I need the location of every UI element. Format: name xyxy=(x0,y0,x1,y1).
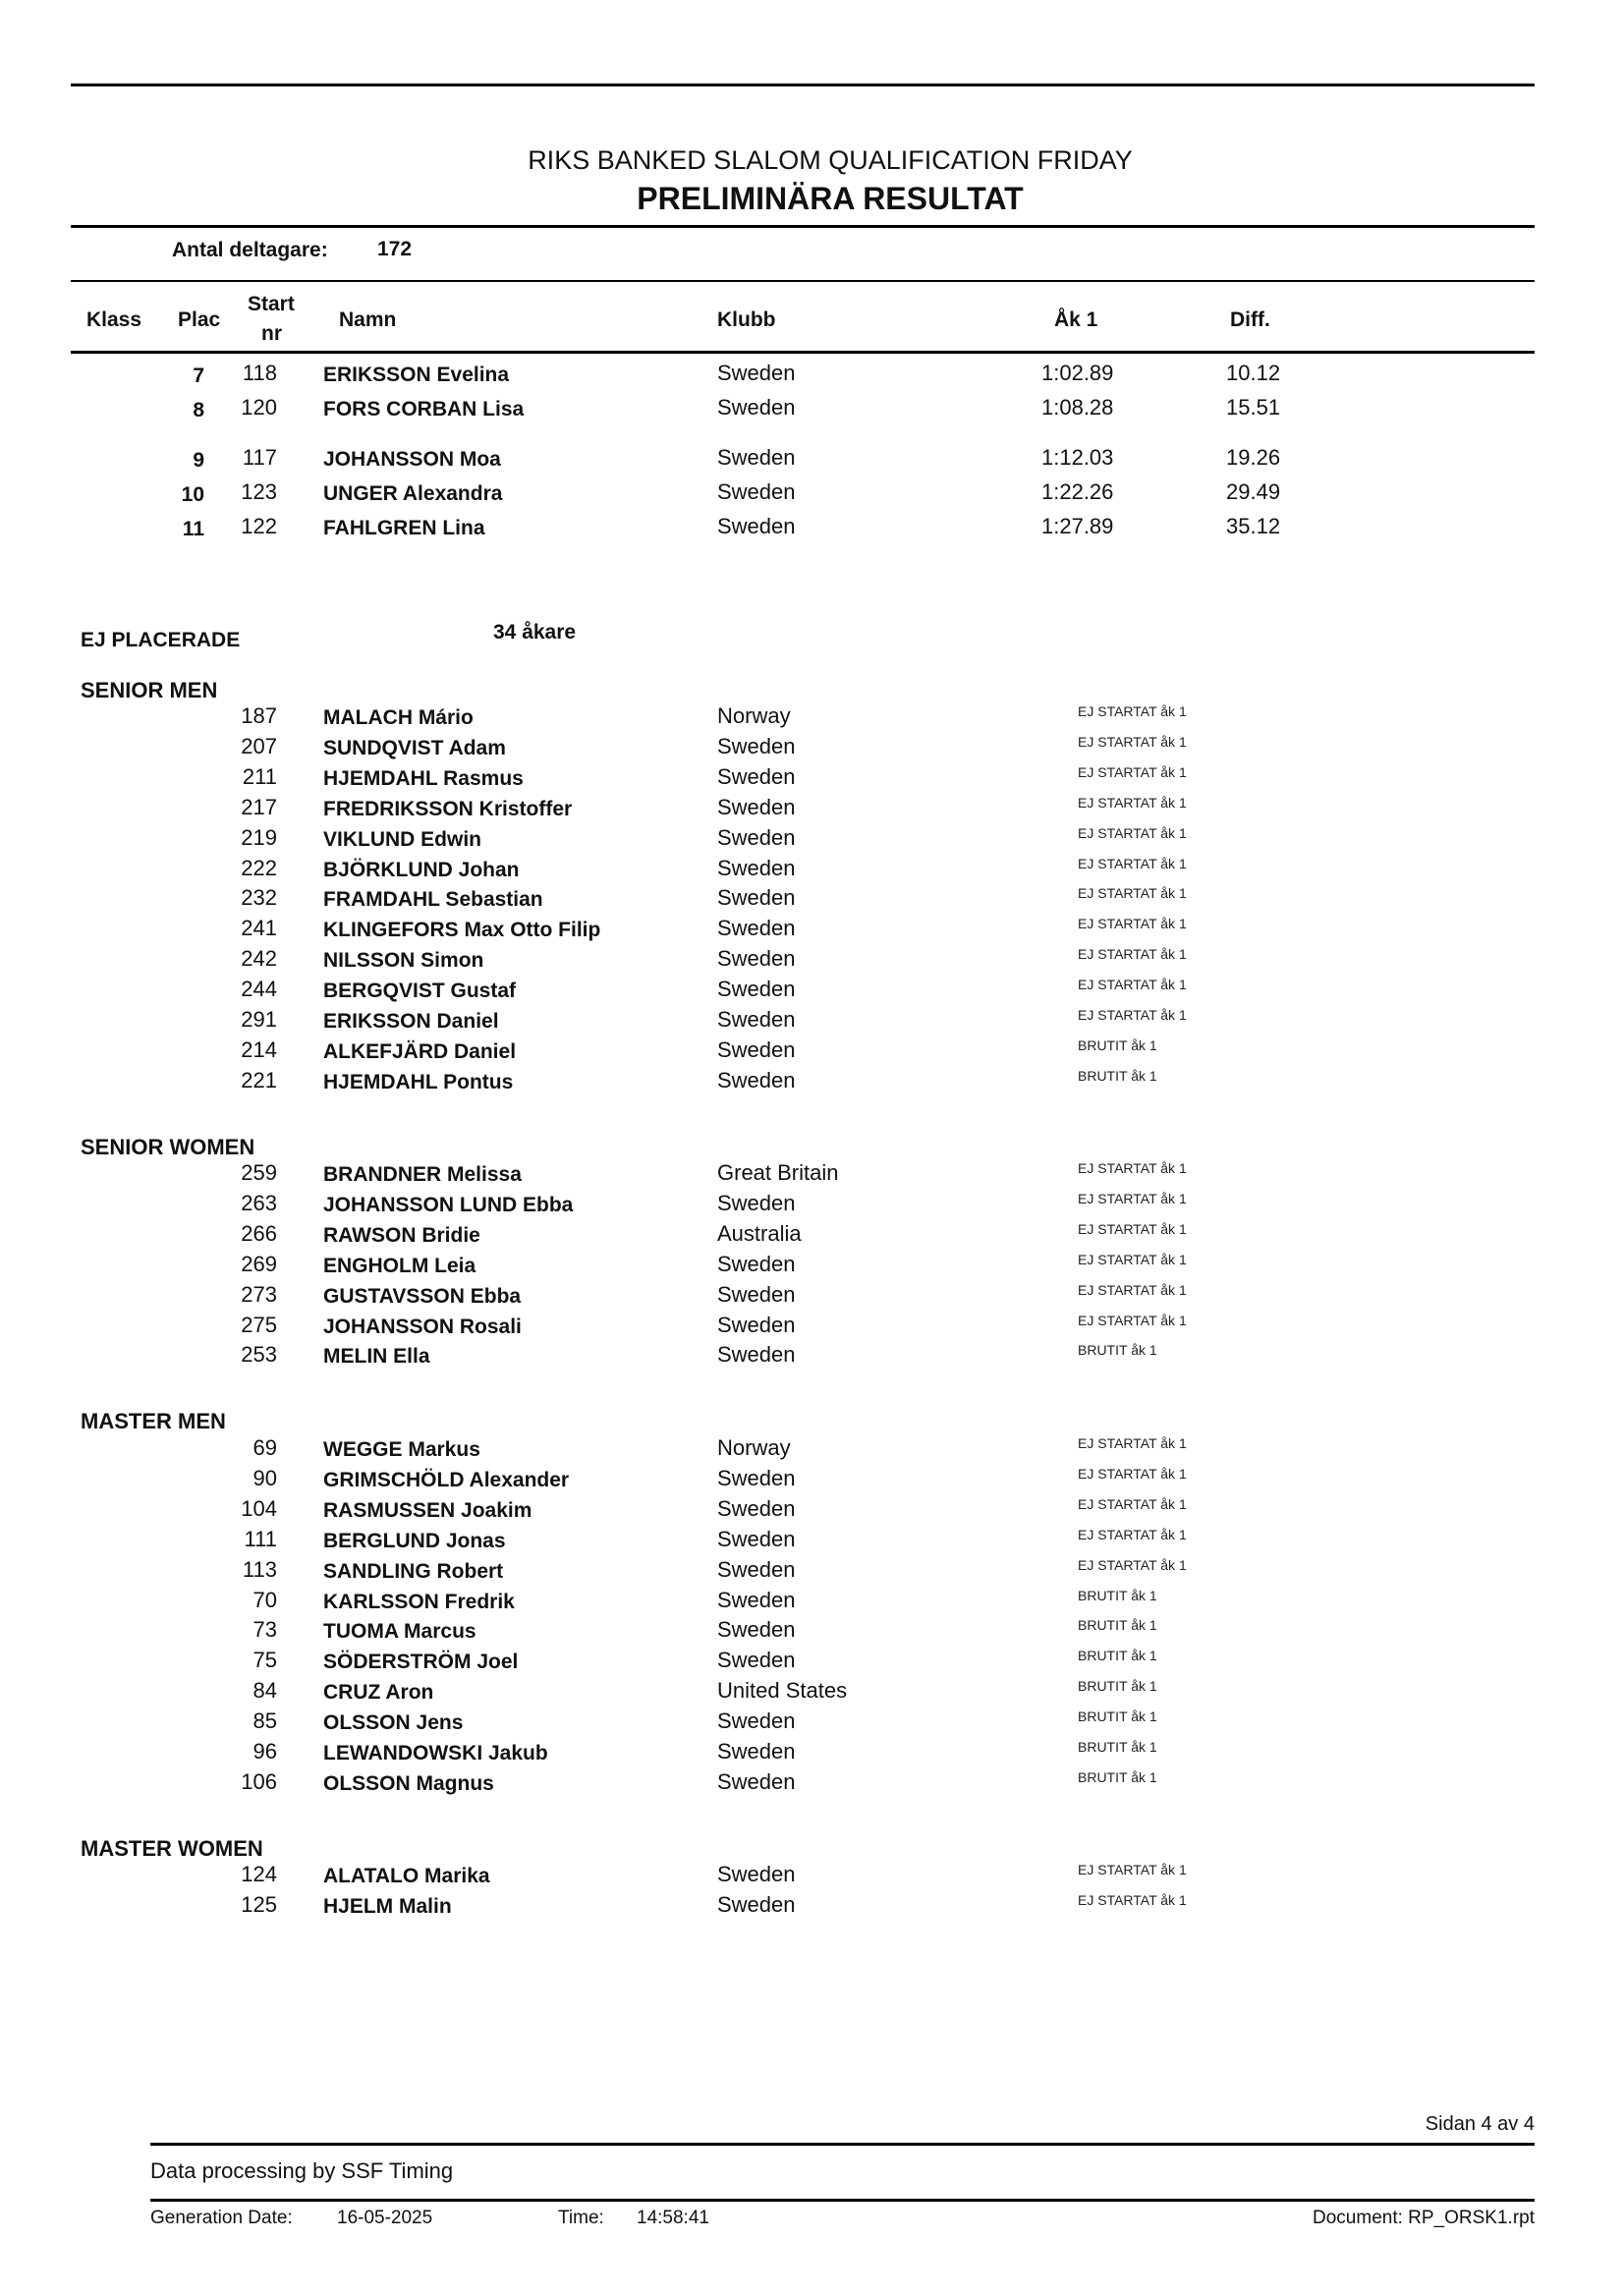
club: Sweden xyxy=(717,1342,796,1368)
result-club: Sweden xyxy=(717,445,796,470)
status-label: EJ STARTAT åk 1 xyxy=(1078,1556,1187,1573)
unplaced-row xyxy=(0,825,1624,855)
col-start: Start xyxy=(248,293,295,315)
col-namn: Namn xyxy=(339,308,397,331)
start-number: 106 xyxy=(241,1768,277,1794)
result-row xyxy=(0,395,1624,424)
footer-rule-bottom xyxy=(150,2199,1535,2202)
athlete-name: TUOMA Marcus xyxy=(323,1620,476,1644)
unplaced-row xyxy=(0,1862,1624,1891)
generation-date-value: 16-05-2025 xyxy=(337,2208,433,2228)
result-club: Sweden xyxy=(717,395,796,420)
start-number: 222 xyxy=(241,855,277,880)
status-label: EJ STARTAT åk 1 xyxy=(1078,1281,1187,1298)
result-plac: 11 xyxy=(182,518,204,540)
club: Sweden xyxy=(717,1556,796,1582)
status-label: EJ STARTAT åk 1 xyxy=(1078,1435,1187,1451)
group-heading: SENIOR MEN xyxy=(81,678,218,702)
unplaced-label: EJ PLACERADE xyxy=(81,629,241,651)
start-number: 219 xyxy=(241,824,277,850)
club: Sweden xyxy=(717,733,796,758)
start-number: 187 xyxy=(241,703,277,728)
unplaced-row xyxy=(0,1769,1624,1799)
athlete-name: NILSSON Simon xyxy=(323,949,484,973)
athlete-name: SÖDERSTRÖM Joel xyxy=(323,1651,519,1674)
page-number: Sidan 4 av 4 xyxy=(1425,2113,1535,2135)
start-number: 244 xyxy=(241,977,277,1002)
unplaced-row xyxy=(0,1678,1624,1708)
status-label: BRUTIT åk 1 xyxy=(1078,1587,1157,1603)
result-name: UNGER Alexandra xyxy=(323,482,503,505)
document-id: Document: RP_ORSK1.rpt xyxy=(1313,2208,1535,2228)
unplaced-row xyxy=(0,734,1624,763)
unplaced-row xyxy=(0,1588,1624,1617)
unplaced-row xyxy=(0,795,1624,824)
unplaced-row xyxy=(0,703,1624,733)
club: Sweden xyxy=(717,1648,796,1673)
athlete-name: KLINGEFORS Max Otto Filip xyxy=(323,919,601,942)
participants-label: Antal deltagare: xyxy=(172,239,328,261)
status-label: EJ STARTAT åk 1 xyxy=(1078,733,1187,750)
club: Sweden xyxy=(717,1526,796,1551)
status-label: EJ STARTAT åk 1 xyxy=(1078,1526,1187,1542)
start-number: 211 xyxy=(242,763,277,789)
unplaced-row xyxy=(0,1739,1624,1768)
club: Sweden xyxy=(717,946,796,972)
unplaced-row xyxy=(0,1313,1624,1342)
athlete-name: BRANDNER Melissa xyxy=(323,1163,522,1186)
start-number: 84 xyxy=(252,1678,277,1704)
result-diff: 15.51 xyxy=(1226,395,1281,420)
club: Norway xyxy=(717,1435,791,1460)
status-label: EJ STARTAT åk 1 xyxy=(1078,824,1187,841)
unplaced-row xyxy=(0,1282,1624,1312)
club: Sweden xyxy=(717,1067,796,1092)
unplaced-row xyxy=(0,1342,1624,1372)
athlete-name: BJÖRKLUND Johan xyxy=(323,858,520,881)
club: Sweden xyxy=(717,794,796,819)
start-number: 73 xyxy=(252,1617,277,1643)
status-label: EJ STARTAT åk 1 xyxy=(1078,703,1187,719)
athlete-name: HJEMDAHL Rasmus xyxy=(323,766,524,790)
athlete-name: GUSTAVSSON Ebba xyxy=(323,1284,522,1308)
athlete-name: BERGLUND Jonas xyxy=(323,1529,506,1552)
participants-value: 172 xyxy=(377,238,413,260)
result-plac: 8 xyxy=(193,399,204,421)
start-number: 111 xyxy=(244,1526,277,1551)
club: Sweden xyxy=(717,1587,796,1612)
header-top-rule xyxy=(71,280,1535,282)
result-club: Sweden xyxy=(717,514,796,538)
col-klass: Klass xyxy=(86,308,142,331)
status-label: BRUTIT åk 1 xyxy=(1078,1739,1157,1755)
club: Sweden xyxy=(717,1708,796,1734)
unplaced-row xyxy=(0,1648,1624,1677)
status-label: EJ STARTAT åk 1 xyxy=(1078,885,1187,902)
status-label: EJ STARTAT åk 1 xyxy=(1078,1862,1187,1877)
result-row xyxy=(0,514,1624,543)
athlete-name: FRAMDAHL Sebastian xyxy=(323,888,543,912)
unplaced-row xyxy=(0,1496,1624,1526)
status-label: EJ STARTAT åk 1 xyxy=(1078,946,1187,963)
result-diff: 10.12 xyxy=(1226,361,1281,385)
result-time: 1:02.89 xyxy=(1041,361,1114,385)
unplaced-row xyxy=(0,1892,1624,1922)
result-start: 120 xyxy=(241,395,277,420)
document-title: PRELIMINÄRA RESULTAT xyxy=(637,181,1024,216)
unplaced-row xyxy=(0,1252,1624,1281)
col-klubb: Klubb xyxy=(717,308,776,331)
club: Sweden xyxy=(717,1251,796,1276)
athlete-name: ENGHOLM Leia xyxy=(323,1254,476,1277)
col-plac: Plac xyxy=(178,308,221,331)
club: Sweden xyxy=(717,916,796,941)
result-row xyxy=(0,445,1624,475)
result-start: 118 xyxy=(242,361,277,385)
group-heading: MASTER MEN xyxy=(81,1409,226,1433)
status-label: EJ STARTAT åk 1 xyxy=(1078,1465,1187,1482)
athlete-name: FREDRIKSSON Kristoffer xyxy=(323,797,573,820)
unplaced-row xyxy=(0,1557,1624,1587)
result-plac: 10 xyxy=(181,483,204,506)
unplaced-count: 34 åkare xyxy=(493,621,577,644)
athlete-name: RAWSON Bridie xyxy=(323,1223,480,1247)
status-label: EJ STARTAT åk 1 xyxy=(1078,1891,1187,1908)
status-label: BRUTIT åk 1 xyxy=(1078,1648,1157,1664)
club: Sweden xyxy=(717,977,796,1002)
start-number: 291 xyxy=(241,1007,277,1032)
result-diff: 29.49 xyxy=(1226,479,1281,504)
result-row xyxy=(0,479,1624,509)
unplaced-row xyxy=(0,1466,1624,1495)
unplaced-row xyxy=(0,1708,1624,1738)
unplaced-row xyxy=(0,856,1624,885)
club: Sweden xyxy=(717,1739,796,1764)
result-plac: 7 xyxy=(193,364,204,387)
club: Sweden xyxy=(717,763,796,789)
status-label: BRUTIT åk 1 xyxy=(1078,1036,1157,1053)
club: Sweden xyxy=(717,1007,796,1032)
status-label: EJ STARTAT åk 1 xyxy=(1078,1312,1187,1328)
status-label: EJ STARTAT åk 1 xyxy=(1078,916,1187,932)
club: Norway xyxy=(717,703,791,728)
unplaced-row xyxy=(0,977,1624,1006)
result-start: 123 xyxy=(241,479,277,504)
unplaced-row xyxy=(0,1068,1624,1097)
athlete-name: HJEMDAHL Pontus xyxy=(323,1070,514,1093)
athlete-name: MALACH Mário xyxy=(323,706,474,729)
start-number: 266 xyxy=(241,1220,277,1246)
athlete-name: VIKLUND Edwin xyxy=(323,827,481,851)
unplaced-row xyxy=(0,1191,1624,1220)
club: Sweden xyxy=(717,1312,796,1337)
start-number: 124 xyxy=(241,1862,277,1886)
athlete-name: RASMUSSEN Joakim xyxy=(323,1498,532,1522)
start-number: 90 xyxy=(252,1465,277,1490)
athlete-name: JOHANSSON LUND Ebba xyxy=(323,1193,574,1216)
athlete-name: OLSSON Jens xyxy=(323,1711,464,1735)
result-diff: 19.26 xyxy=(1226,445,1281,470)
footer-rule-top xyxy=(150,2143,1535,2146)
athlete-name: GRIMSCHÖLD Alexander xyxy=(323,1468,570,1491)
athlete-name: OLSSON Magnus xyxy=(323,1771,494,1795)
club: Sweden xyxy=(717,855,796,880)
status-label: EJ STARTAT åk 1 xyxy=(1078,1495,1187,1512)
header-bottom-rule xyxy=(71,351,1535,354)
start-number: 232 xyxy=(241,885,277,911)
club: United States xyxy=(717,1678,848,1704)
result-club: Sweden xyxy=(717,479,796,504)
athlete-name: LEWANDOWSKI Jakub xyxy=(323,1742,548,1764)
status-label: EJ STARTAT åk 1 xyxy=(1078,763,1187,780)
club: Sweden xyxy=(717,1891,796,1917)
processing-note: Data processing by SSF Timing xyxy=(150,2158,454,2183)
status-label: EJ STARTAT åk 1 xyxy=(1078,794,1187,811)
club: Sweden xyxy=(717,1036,796,1062)
club: Sweden xyxy=(717,1190,796,1215)
club: Sweden xyxy=(717,1495,796,1521)
club: Australia xyxy=(717,1220,802,1246)
status-label: EJ STARTAT åk 1 xyxy=(1078,1251,1187,1267)
result-club: Sweden xyxy=(717,361,796,385)
result-name: ERIKSSON Evelina xyxy=(323,364,510,386)
status-label: BRUTIT åk 1 xyxy=(1078,1678,1157,1695)
top-rule xyxy=(71,84,1535,86)
start-number: 253 xyxy=(241,1342,277,1368)
unplaced-row xyxy=(0,1527,1624,1556)
result-plac: 9 xyxy=(193,449,204,472)
unplaced-row xyxy=(0,1007,1624,1036)
result-time: 1:08.28 xyxy=(1041,395,1114,420)
unplaced-row xyxy=(0,1617,1624,1647)
col-start-nr: nr xyxy=(261,322,282,345)
athlete-name: ALKEFJÄRD Daniel xyxy=(323,1039,517,1063)
status-label: EJ STARTAT åk 1 xyxy=(1078,1220,1187,1237)
start-number: 275 xyxy=(241,1312,277,1337)
start-number: 113 xyxy=(242,1556,277,1582)
status-label: BRUTIT åk 1 xyxy=(1078,1342,1157,1359)
athlete-name: HJELM Malin xyxy=(323,1894,452,1918)
start-number: 207 xyxy=(241,733,277,758)
start-number: 241 xyxy=(241,916,277,941)
unplaced-row xyxy=(0,946,1624,976)
result-name: JOHANSSON Moa xyxy=(323,448,501,471)
start-number: 214 xyxy=(241,1036,277,1062)
club: Sweden xyxy=(717,1768,796,1794)
start-number: 269 xyxy=(241,1251,277,1276)
unplaced-row xyxy=(0,1160,1624,1190)
start-number: 221 xyxy=(241,1067,277,1092)
athlete-name: JOHANSSON Rosali xyxy=(323,1315,522,1338)
status-label: EJ STARTAT åk 1 xyxy=(1078,1007,1187,1023)
status-label: BRUTIT åk 1 xyxy=(1078,1617,1157,1634)
club: Sweden xyxy=(717,885,796,911)
club: Great Britain xyxy=(717,1160,839,1185)
unplaced-row xyxy=(0,764,1624,794)
start-number: 217 xyxy=(241,794,277,819)
athlete-name: KARLSSON Fredrik xyxy=(323,1590,515,1613)
col-ak1: Åk 1 xyxy=(1054,308,1098,331)
status-label: BRUTIT åk 1 xyxy=(1078,1708,1157,1725)
status-label: BRUTIT åk 1 xyxy=(1078,1768,1157,1785)
unplaced-row xyxy=(0,1435,1624,1465)
generation-date-label: Generation Date: xyxy=(150,2208,293,2228)
club: Sweden xyxy=(717,1617,796,1643)
club: Sweden xyxy=(717,1862,796,1886)
start-number: 96 xyxy=(252,1739,277,1764)
result-diff: 35.12 xyxy=(1226,514,1281,538)
athlete-name: WEGGE Markus xyxy=(323,1438,480,1461)
unplaced-row xyxy=(0,1221,1624,1251)
status-label: EJ STARTAT åk 1 xyxy=(1078,977,1187,993)
result-start: 117 xyxy=(242,445,277,470)
result-time: 1:12.03 xyxy=(1041,445,1114,470)
status-label: EJ STARTAT åk 1 xyxy=(1078,855,1187,871)
col-diff: Diff. xyxy=(1230,308,1270,331)
title-rule xyxy=(71,225,1535,228)
athlete-name: CRUZ Aron xyxy=(323,1681,434,1705)
start-number: 70 xyxy=(252,1587,277,1612)
result-start: 122 xyxy=(241,514,277,538)
time-value: 14:58:41 xyxy=(637,2208,709,2228)
athlete-name: SUNDQVIST Adam xyxy=(323,736,506,759)
result-row xyxy=(0,361,1624,390)
status-label: EJ STARTAT åk 1 xyxy=(1078,1190,1187,1206)
result-time: 1:22.26 xyxy=(1041,479,1114,504)
club: Sweden xyxy=(717,1281,796,1307)
athlete-name: MELIN Ella xyxy=(323,1345,430,1369)
start-number: 259 xyxy=(241,1160,277,1185)
event-title: RIKS BANKED SLALOM QUALIFICATION FRIDAY xyxy=(528,145,1133,175)
group-heading: SENIOR WOMEN xyxy=(81,1135,255,1159)
start-number: 273 xyxy=(241,1281,277,1307)
athlete-name: ERIKSSON Daniel xyxy=(323,1010,499,1033)
result-time: 1:27.89 xyxy=(1041,514,1114,538)
time-label: Time: xyxy=(558,2208,604,2228)
start-number: 75 xyxy=(252,1648,277,1673)
athlete-name: BERGQVIST Gustaf xyxy=(323,980,517,1003)
start-number: 85 xyxy=(252,1708,277,1734)
start-number: 263 xyxy=(241,1190,277,1215)
result-name: FORS CORBAN Lisa xyxy=(323,398,525,420)
athlete-name: SANDLING Robert xyxy=(323,1559,504,1583)
unplaced-row xyxy=(0,885,1624,915)
athlete-name: ALATALO Marika xyxy=(323,1865,490,1887)
start-number: 69 xyxy=(252,1435,277,1460)
unplaced-row xyxy=(0,916,1624,945)
unplaced-row xyxy=(0,1037,1624,1067)
group-heading: MASTER WOMEN xyxy=(81,1836,263,1861)
club: Sweden xyxy=(717,824,796,850)
result-name: FAHLGREN Lina xyxy=(323,517,485,539)
start-number: 242 xyxy=(241,946,277,972)
status-label: EJ STARTAT åk 1 xyxy=(1078,1160,1187,1176)
club: Sweden xyxy=(717,1465,796,1490)
status-label: BRUTIT åk 1 xyxy=(1078,1067,1157,1084)
start-number: 125 xyxy=(241,1891,277,1917)
start-number: 104 xyxy=(241,1495,277,1521)
